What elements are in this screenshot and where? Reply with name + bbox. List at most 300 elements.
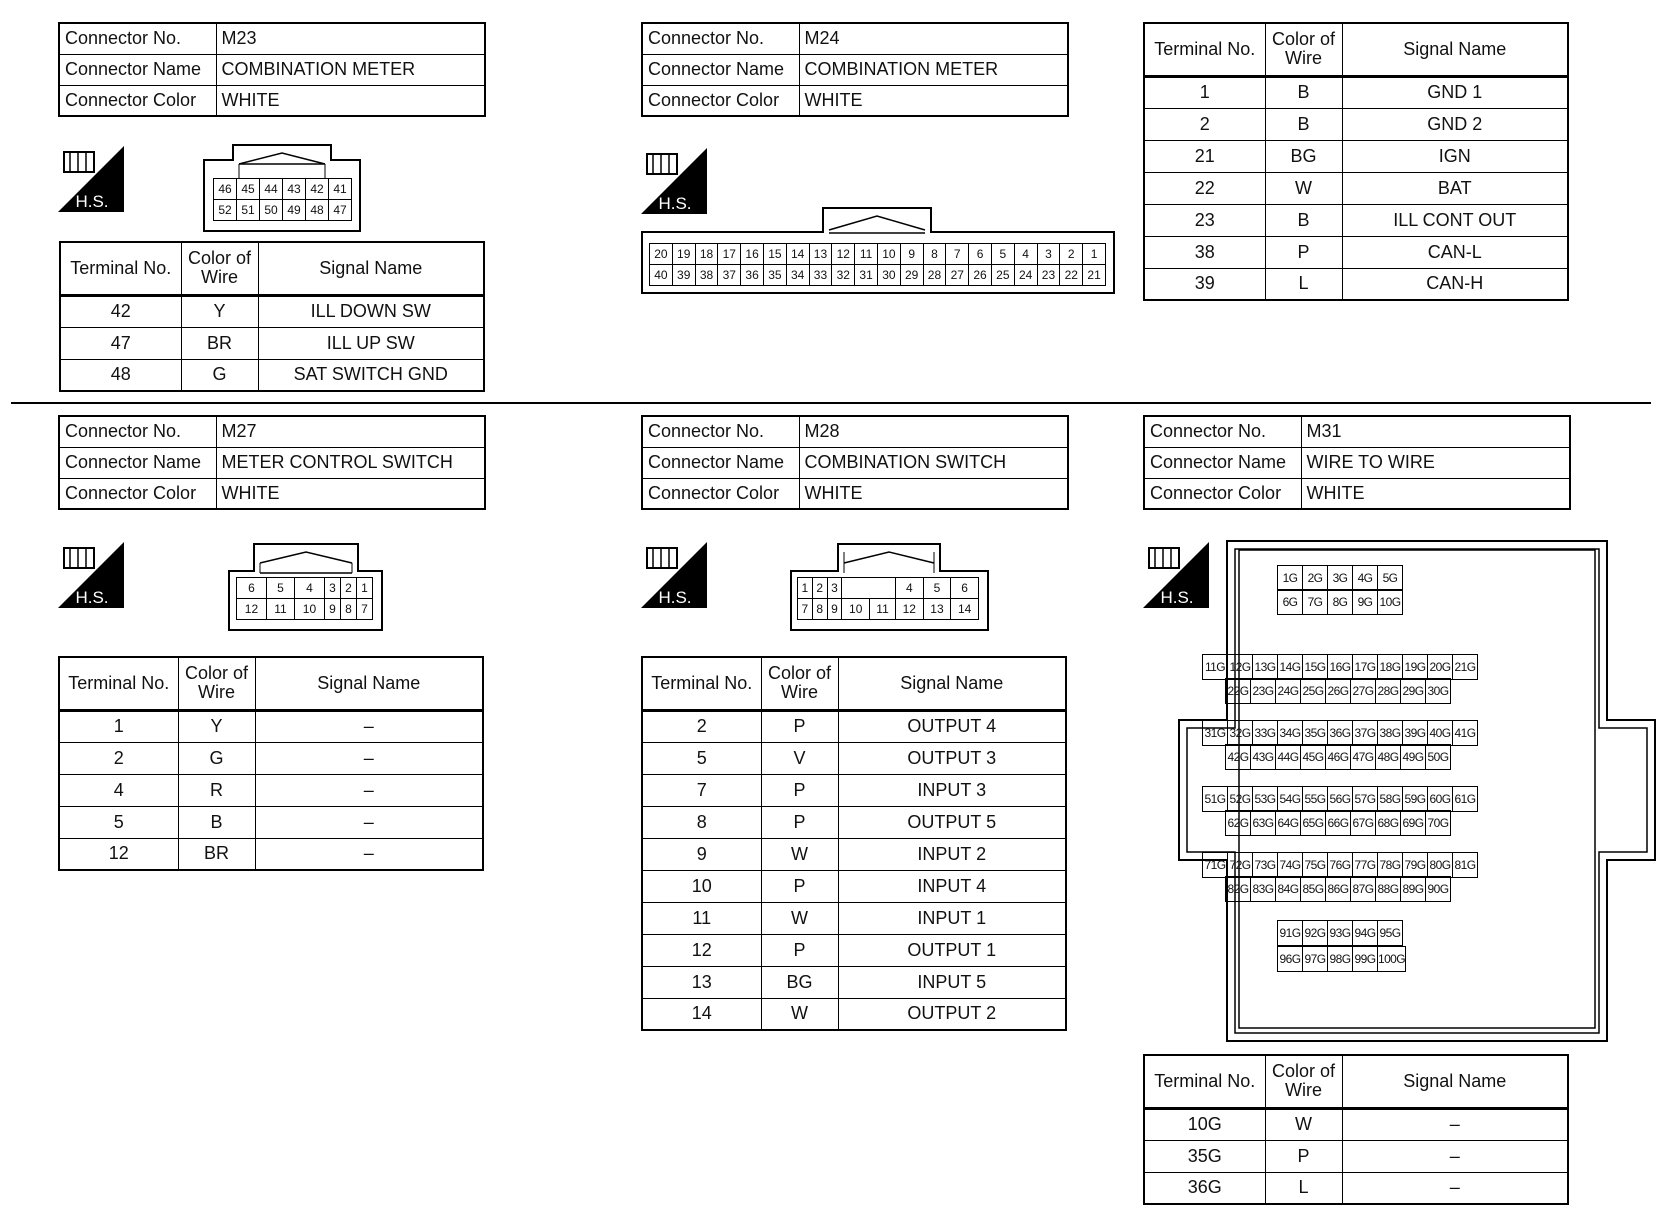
terminal-no-cell: 5 <box>642 742 761 774</box>
pin-cell: 31G <box>1203 721 1228 746</box>
pin-cell: 15G <box>1303 655 1328 680</box>
m31-connector-face <box>1177 540 1657 1042</box>
pin-cell: 7 <box>356 599 372 620</box>
m23-info-table <box>58 22 486 117</box>
terminal-no-cell: 7 <box>642 774 761 806</box>
terminal-no-cell: 39 <box>1144 268 1265 300</box>
terminal-row <box>1144 236 1568 268</box>
terminal-no-header: Terminal No. <box>1144 23 1265 76</box>
signal-name-cell: BAT <box>1342 172 1568 204</box>
pin-cell: 4 <box>1014 244 1037 265</box>
pin-cell: 95G <box>1378 921 1403 946</box>
connector-no-label: Connector No. <box>642 23 799 54</box>
wire-color-cell: W <box>761 998 838 1030</box>
pin-cell: 12 <box>832 244 855 265</box>
pin-cell: 81G <box>1453 853 1478 878</box>
terminal-row <box>60 295 484 327</box>
pin-cell: 21 <box>1083 265 1106 286</box>
wire-color-cell: P <box>1265 236 1342 268</box>
pin-cell: 98G <box>1328 947 1353 972</box>
pin-cell: 41G <box>1453 721 1478 746</box>
pin-cell: 2 <box>812 578 827 599</box>
pin-cell: 86G <box>1326 877 1351 902</box>
pin-cell: 6 <box>237 578 267 599</box>
pin-cell: 39 <box>672 265 695 286</box>
pin-cell: 63G <box>1251 811 1276 836</box>
pin-cell: 13 <box>923 599 951 620</box>
m27-connector-color: WHITE <box>216 478 485 509</box>
pin-row <box>1277 946 1406 972</box>
terminal-row <box>642 838 1066 870</box>
signal-name-cell: OUTPUT 3 <box>838 742 1066 774</box>
terminal-row <box>1144 1140 1568 1172</box>
pin-cell: 11 <box>870 599 896 620</box>
m23-terminal-table <box>59 241 485 392</box>
hs-label: H.S. <box>1160 588 1194 607</box>
pin-cell: 26G <box>1326 679 1351 704</box>
terminal-row <box>60 359 484 391</box>
pin-cell: 28 <box>923 265 946 286</box>
pin-cell: 22 <box>1060 265 1083 286</box>
m31-connector-name: WIRE TO WIRE <box>1301 447 1570 478</box>
connector-color-label: Connector Color <box>1144 478 1301 509</box>
connector-no-label: Connector No. <box>59 23 216 54</box>
pin-cell: 1G <box>1278 566 1303 591</box>
wire-color-cell: BR <box>178 838 255 870</box>
pin-cell: 43G <box>1251 745 1276 770</box>
connector-name-label: Connector Name <box>1144 447 1301 478</box>
hs-label: H.S. <box>75 192 109 211</box>
terminal-no-cell: 22 <box>1144 172 1265 204</box>
color-of-wire-header: Color of Wire <box>761 657 838 710</box>
wire-color-cell: B <box>1265 204 1342 236</box>
wire-color-cell: B <box>1265 76 1342 108</box>
pin-cell: 47G <box>1351 745 1376 770</box>
pin-row <box>1202 852 1478 878</box>
pin-cell: 83G <box>1251 877 1276 902</box>
signal-name-cell: – <box>1342 1140 1568 1172</box>
pin-row <box>1277 589 1403 615</box>
pin-cell: 60G <box>1428 787 1453 812</box>
terminal-no-cell: 2 <box>1144 108 1265 140</box>
pin-cell: 4 <box>895 578 923 599</box>
signal-name-cell: – <box>255 742 483 774</box>
pin-cell: 38G <box>1378 721 1403 746</box>
pin-cell: 34 <box>786 265 809 286</box>
pin-cell: 1 <box>1083 244 1106 265</box>
terminal-no-cell: 23 <box>1144 204 1265 236</box>
signal-name-cell: – <box>255 806 483 838</box>
pin-cell: 5 <box>266 578 294 599</box>
wire-color-cell: P <box>761 870 838 902</box>
signal-name-cell: INPUT 3 <box>838 774 1066 806</box>
m27-connector-name: METER CONTROL SWITCH <box>216 447 485 478</box>
pin-row <box>1225 876 1451 902</box>
terminal-row <box>1144 108 1568 140</box>
m31-info-table <box>1143 415 1571 510</box>
terminal-row <box>642 966 1066 998</box>
terminal-row <box>1144 76 1568 108</box>
terminal-row <box>642 774 1066 806</box>
pin-cell: 59G <box>1403 787 1428 812</box>
wire-color-cell: W <box>1265 1108 1342 1140</box>
m28-connector-name: COMBINATION SWITCH <box>799 447 1068 478</box>
pin-cell: 33 <box>809 265 832 286</box>
pin-cell: 35G <box>1303 721 1328 746</box>
pin-cell: 70G <box>1426 811 1451 836</box>
pin-cell: 7 <box>798 599 813 620</box>
terminal-no-cell: 13 <box>642 966 761 998</box>
pin-cell: 51G <box>1203 787 1228 812</box>
pin-cell: 87G <box>1351 877 1376 902</box>
terminal-no-cell: 48 <box>60 359 181 391</box>
terminal-row <box>642 998 1066 1030</box>
m28-connector-color: WHITE <box>799 478 1068 509</box>
pin-cell: 18G <box>1378 655 1403 680</box>
pin-cell: 36G <box>1328 721 1353 746</box>
hs-label: H.S. <box>658 194 692 213</box>
pin-cell: 23G <box>1251 679 1276 704</box>
pin-cell: 68G <box>1376 811 1401 836</box>
pin-cell: 96G <box>1278 947 1303 972</box>
pin-cell: 88G <box>1376 877 1401 902</box>
pin-cell: 12 <box>237 599 267 620</box>
wire-color-cell: W <box>1265 172 1342 204</box>
pin-cell: 27 <box>946 265 969 286</box>
pin-cell: 9 <box>900 244 923 265</box>
wire-color-cell: R <box>178 774 255 806</box>
pin-cell <box>842 578 870 599</box>
color-of-wire-header: Color of Wire <box>1265 23 1342 76</box>
pin-cell: 9 <box>827 599 842 620</box>
pin-cell: 36 <box>741 265 764 286</box>
terminal-no-cell: 9 <box>642 838 761 870</box>
pin-row <box>1225 810 1451 836</box>
pin-cell: 24G <box>1276 679 1301 704</box>
terminal-no-header: Terminal No. <box>60 242 181 295</box>
m28-info-table <box>641 415 1069 510</box>
pin-cell: 42 <box>306 179 329 200</box>
pin-cell: 75G <box>1303 853 1328 878</box>
terminal-row <box>59 710 483 742</box>
pin-cell: 49G <box>1401 745 1426 770</box>
pin-cell: 37 <box>718 265 741 286</box>
signal-name-cell: ILL DOWN SW <box>258 295 484 327</box>
pin-cell: 29G <box>1401 679 1426 704</box>
pin-cell: 93G <box>1328 921 1353 946</box>
pin-cell: 40G <box>1428 721 1453 746</box>
signal-name-cell: – <box>1342 1108 1568 1140</box>
pin-cell: 9 <box>324 599 340 620</box>
pin-cell: 12 <box>895 599 923 620</box>
wire-color-cell: L <box>1265 1172 1342 1204</box>
pin-cell <box>870 578 896 599</box>
pin-cell: 53G <box>1253 787 1278 812</box>
color-of-wire-header: Color of Wire <box>1265 1055 1342 1108</box>
signal-name-cell: – <box>255 838 483 870</box>
signal-name-cell: INPUT 5 <box>838 966 1066 998</box>
signal-name-header: Signal Name <box>838 657 1066 710</box>
pin-cell: 6 <box>951 578 979 599</box>
wire-color-cell: P <box>761 774 838 806</box>
hs-label: H.S. <box>658 588 692 607</box>
terminal-no-cell: 35G <box>1144 1140 1265 1172</box>
terminal-no-cell: 8 <box>642 806 761 838</box>
pin-cell: 32 <box>832 265 855 286</box>
pin-cell: 8 <box>923 244 946 265</box>
pin-cell: 3 <box>1037 244 1060 265</box>
m27-terminal-table <box>58 656 484 871</box>
terminal-row <box>642 934 1066 966</box>
pin-cell: 14G <box>1278 655 1303 680</box>
terminal-no-cell: 5 <box>59 806 178 838</box>
m23-connector-color: WHITE <box>216 85 485 116</box>
pin-cell: 8 <box>340 599 356 620</box>
signal-name-cell: SAT SWITCH GND <box>258 359 484 391</box>
pin-row <box>1202 654 1478 680</box>
pin-cell: 67G <box>1351 811 1376 836</box>
pin-cell: 7 <box>946 244 969 265</box>
pin-cell: 12G <box>1228 655 1253 680</box>
pin-cell: 66G <box>1326 811 1351 836</box>
pin-cell: 4G <box>1353 566 1378 591</box>
pin-cell: 48G <box>1376 745 1401 770</box>
signal-name-cell: OUTPUT 2 <box>838 998 1066 1030</box>
pin-cell: 48 <box>306 200 329 221</box>
terminal-no-cell: 21 <box>1144 140 1265 172</box>
wire-color-cell: Y <box>178 710 255 742</box>
pin-cell: 11G <box>1203 655 1228 680</box>
pin-cell: 46G <box>1326 745 1351 770</box>
connector-color-label: Connector Color <box>59 85 216 116</box>
pin-cell: 31 <box>855 265 878 286</box>
pin-cell: 13 <box>809 244 832 265</box>
signal-name-cell: OUTPUT 4 <box>838 710 1066 742</box>
terminal-row <box>1144 1172 1568 1204</box>
m24-connector-no: M24 <box>799 23 1068 54</box>
terminal-row <box>1144 172 1568 204</box>
m31-terminal-table <box>1143 1054 1569 1205</box>
terminal-row <box>642 902 1066 934</box>
pin-cell: 2 <box>1060 244 1083 265</box>
pin-cell: 51 <box>237 200 260 221</box>
terminal-no-header: Terminal No. <box>59 657 178 710</box>
terminal-no-cell: 4 <box>59 774 178 806</box>
pin-cell: 11 <box>266 599 294 620</box>
pin-cell: 58G <box>1378 787 1403 812</box>
pin-row <box>1277 920 1403 946</box>
pin-cell: 100G <box>1378 947 1406 972</box>
pin-cell: 97G <box>1303 947 1328 972</box>
pin-cell: 82G <box>1226 877 1251 902</box>
wire-color-cell: P <box>1265 1140 1342 1172</box>
terminal-no-cell: 42 <box>60 295 181 327</box>
terminal-no-cell: 11 <box>642 902 761 934</box>
terminal-row <box>60 327 484 359</box>
m24-terminal-table <box>1143 22 1569 301</box>
pin-cell: 37G <box>1353 721 1378 746</box>
m23-connector-no: M23 <box>216 23 485 54</box>
pin-row <box>1202 786 1478 812</box>
pin-cell: 2G <box>1303 566 1328 591</box>
terminal-no-cell: 12 <box>642 934 761 966</box>
wire-color-cell: W <box>761 902 838 934</box>
pin-cell: 34G <box>1278 721 1303 746</box>
pin-cell: 45G <box>1301 745 1326 770</box>
pin-cell: 62G <box>1226 811 1251 836</box>
terminal-no-cell: 2 <box>642 710 761 742</box>
wire-color-cell: B <box>178 806 255 838</box>
pin-cell: 71G <box>1203 853 1228 878</box>
connector-name-label: Connector Name <box>642 447 799 478</box>
pin-cell: 90G <box>1426 877 1451 902</box>
pin-cell: 69G <box>1401 811 1426 836</box>
terminal-no-cell: 10 <box>642 870 761 902</box>
pin-cell: 49 <box>283 200 306 221</box>
pin-cell: 3 <box>827 578 842 599</box>
terminal-row <box>1144 268 1568 300</box>
pin-cell: 91G <box>1278 921 1303 946</box>
pin-cell: 16G <box>1328 655 1353 680</box>
pin-cell: 30 <box>877 265 900 286</box>
pin-cell: 43 <box>283 179 306 200</box>
pin-cell: 39G <box>1403 721 1428 746</box>
pin-cell: 10G <box>1378 590 1403 615</box>
pin-cell: 1 <box>798 578 813 599</box>
pin-cell: 92G <box>1303 921 1328 946</box>
terminal-no-cell: 36G <box>1144 1172 1265 1204</box>
pin-cell: 29 <box>900 265 923 286</box>
wire-color-cell: W <box>761 838 838 870</box>
pin-cell: 13G <box>1253 655 1278 680</box>
pin-cell: 89G <box>1401 877 1426 902</box>
pin-cell: 18 <box>695 244 718 265</box>
wire-color-cell: BG <box>761 966 838 998</box>
connector-color-label: Connector Color <box>642 478 799 509</box>
pin-cell: 50 <box>260 200 283 221</box>
pin-cell: 5 <box>991 244 1014 265</box>
terminal-row <box>642 710 1066 742</box>
signal-name-cell: INPUT 2 <box>838 838 1066 870</box>
signal-name-cell: – <box>1342 1172 1568 1204</box>
pin-cell: 1 <box>356 578 372 599</box>
color-of-wire-header: Color of Wire <box>181 242 258 295</box>
pin-cell: 7G <box>1303 590 1328 615</box>
pin-cell: 14 <box>951 599 979 620</box>
m27-connector-no: M27 <box>216 416 485 447</box>
m31-connector-color: WHITE <box>1301 478 1570 509</box>
terminal-row <box>642 806 1066 838</box>
wire-color-cell: P <box>761 934 838 966</box>
pin-cell: 20 <box>650 244 673 265</box>
pin-cell: 17 <box>718 244 741 265</box>
pin-cell: 20G <box>1428 655 1453 680</box>
pin-cell: 19 <box>672 244 695 265</box>
hs-label: H.S. <box>75 588 109 607</box>
connector-color-label: Connector Color <box>642 85 799 116</box>
pin-cell: 55G <box>1303 787 1328 812</box>
pin-cell: 14 <box>786 244 809 265</box>
pin-cell: 33G <box>1253 721 1278 746</box>
pin-cell: 45 <box>237 179 260 200</box>
terminal-no-header: Terminal No. <box>642 657 761 710</box>
pin-cell: 79G <box>1403 853 1428 878</box>
signal-name-header: Signal Name <box>1342 1055 1568 1108</box>
m24-info-table <box>641 22 1069 117</box>
pin-cell: 15 <box>763 244 786 265</box>
m23-pin-grid <box>213 178 352 221</box>
pin-cell: 44 <box>260 179 283 200</box>
pin-cell: 26 <box>969 265 992 286</box>
pin-row <box>1225 744 1451 770</box>
pin-cell: 23 <box>1037 265 1060 286</box>
color-of-wire-header: Color of Wire <box>178 657 255 710</box>
pin-cell: 35 <box>763 265 786 286</box>
pin-cell: 30G <box>1426 679 1451 704</box>
hs-harness-side-icon <box>641 542 707 608</box>
signal-name-cell: CAN-H <box>1342 268 1568 300</box>
pin-cell: 41 <box>329 179 352 200</box>
hs-harness-side-icon <box>58 542 124 608</box>
terminal-no-cell: 12 <box>59 838 178 870</box>
terminal-row <box>1144 140 1568 172</box>
terminal-row <box>59 838 483 870</box>
terminal-no-cell: 2 <box>59 742 178 774</box>
signal-name-cell: CAN-L <box>1342 236 1568 268</box>
pin-cell: 3G <box>1328 566 1353 591</box>
pin-cell: 99G <box>1353 947 1378 972</box>
terminal-row <box>642 742 1066 774</box>
signal-name-header: Signal Name <box>258 242 484 295</box>
pin-cell: 65G <box>1301 811 1326 836</box>
pin-row <box>1202 720 1478 746</box>
pin-cell: 28G <box>1376 679 1401 704</box>
pin-cell: 27G <box>1351 679 1376 704</box>
pin-cell: 80G <box>1428 853 1453 878</box>
wire-color-cell: BG <box>1265 140 1342 172</box>
wire-color-cell: Y <box>181 295 258 327</box>
pin-cell: 11 <box>855 244 878 265</box>
pin-cell: 94G <box>1353 921 1378 946</box>
pin-cell: 17G <box>1353 655 1378 680</box>
pin-cell: 3 <box>324 578 340 599</box>
wire-color-cell: G <box>181 359 258 391</box>
connector-no-label: Connector No. <box>642 416 799 447</box>
wire-color-cell: B <box>1265 108 1342 140</box>
signal-name-cell: – <box>255 774 483 806</box>
hs-harness-side-icon <box>641 148 707 214</box>
m24-connector-color: WHITE <box>799 85 1068 116</box>
terminal-row <box>1144 204 1568 236</box>
pin-cell: 6G <box>1278 590 1303 615</box>
pin-cell: 32G <box>1228 721 1253 746</box>
pin-cell: 42G <box>1226 745 1251 770</box>
signal-name-cell: IGN <box>1342 140 1568 172</box>
pin-cell: 54G <box>1278 787 1303 812</box>
pin-cell: 5 <box>923 578 951 599</box>
pin-cell: 19G <box>1403 655 1428 680</box>
m28-pin-grid <box>797 577 979 620</box>
terminal-no-cell: 1 <box>1144 76 1265 108</box>
connector-no-label: Connector No. <box>1144 416 1301 447</box>
pin-cell: 24 <box>1014 265 1037 286</box>
pin-cell: 73G <box>1253 853 1278 878</box>
pin-row <box>1225 678 1451 704</box>
pin-cell: 52G <box>1228 787 1253 812</box>
connector-name-label: Connector Name <box>59 447 216 478</box>
signal-name-cell: ILL UP SW <box>258 327 484 359</box>
pin-cell: 40 <box>650 265 673 286</box>
